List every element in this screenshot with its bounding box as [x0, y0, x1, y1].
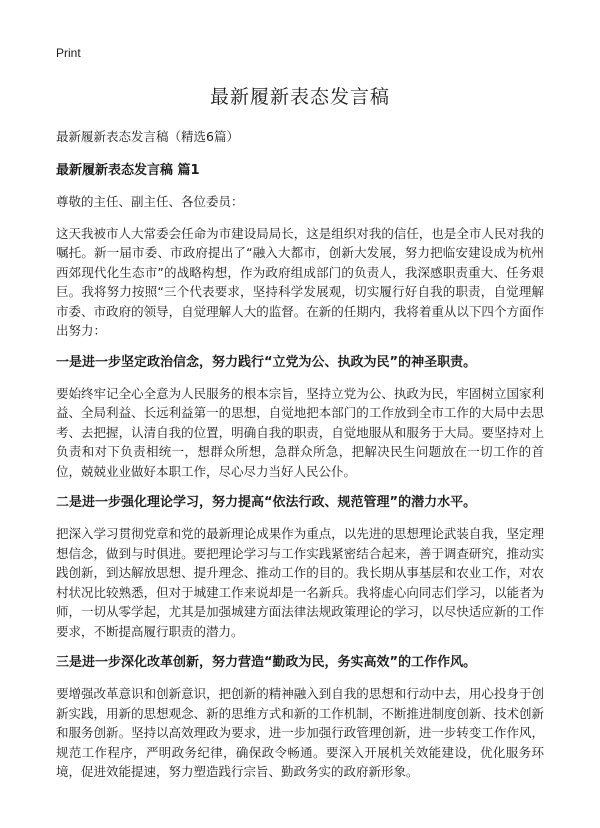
- article-title: 最新履新表态发言稿 篇1: [56, 163, 200, 178]
- print-label: Print: [56, 46, 81, 60]
- section-body-3: 要增强改革意识和创新意识，把创新的精神融入到自我的思想和行动中去，用心投身于创新实践，用新的思想观念、新的思维方式和新的工作机制，不断推进制度创新、技术创新和服务创新。坚持以高效理政为要求，进一步加强行政管理创新，进一步转变工作作风，规范工作程序，严明政务纪律，确保政令畅通。要深入开展机关效能建设，优化服务环境，促进效能提速，努力塑造践行宗旨、勤政务实的政府新形象。: [56, 686, 544, 779]
- section-heading-1: 一是进一步坚定政治信念，努力践行“立党为公、执政为民”的神圣职责。: [56, 354, 477, 370]
- section-body-1: 要始终牢记全心全意为人民服务的根本宗旨，坚持立党为公、执政为民，牢固树立国家利益、全局利益、长远利益第一的思想，自觉地把本部门的工作放到全市工作的大局中去思考、去把握，认清自我的位置，明确自我的职责，自觉地服从和服务于大局。要坚持对上负责和对下负责相统一，想群众所想，急群众所急，把解决民生问题放在一切工作的首位，兢兢业业做好本职工作，尽心尽力当好人民公仆。: [56, 385, 544, 479]
- section-body-2: 把深入学习贯彻党章和党的最新理论成果作为重点，以先进的思想理论武装自我，坚定理想信念，做到与时俱进。要把理论学习与工作实践紧密结合起来，善于调查研究，推动实践创新，到达解放思想、提升理念、推动工作的目的。我长期从事基层和农业工作，对农村状况比较熟悉，但对于城建工作来说却是一名新兵。我将虚心向同志们学习，以能者为师，一切从零学起，尤其是加强城建方面法律法规政策理论的学习，以尽快适应新的工作要求，不断提高履行职责的潜力。: [56, 526, 544, 639]
- greeting-paragraph: 尊敬的主任、副主任、各位委员：: [56, 194, 244, 209]
- section-heading-3: 三是进一步深化改革创新，努力营造“勤政为民，务实高效”的工作作风。: [56, 655, 477, 670]
- document-title: 最新履新表态发言稿: [209, 86, 390, 108]
- intro-paragraph: 这天我被市人大常委会任命为市建设局局长，这是组织对我的信任，也是全市人民对我的嘱托。新一届市委、市政府提出了“融入大都市，创新大发展，努力把临安建设成为杭州西郊现代化生态市”的战略构想，作为政府组成部门的负责人，我深感职责重大、任务艰巨。我将努力按照“三个代表要求，坚持科学发展观，切实履行好自我的职责，自觉理解市委、市政府的领导，自觉理解人大的监督。在新的任期内，我将着重从以下四个方面作出努力：: [56, 225, 544, 338]
- document-subtitle: 最新履新表态发言稿（精选6篇）: [56, 129, 239, 144]
- section-heading-2: 二是进一步强化理论学习，努力提高“依法行政、规范管理”的潜力水平。: [56, 495, 477, 510]
